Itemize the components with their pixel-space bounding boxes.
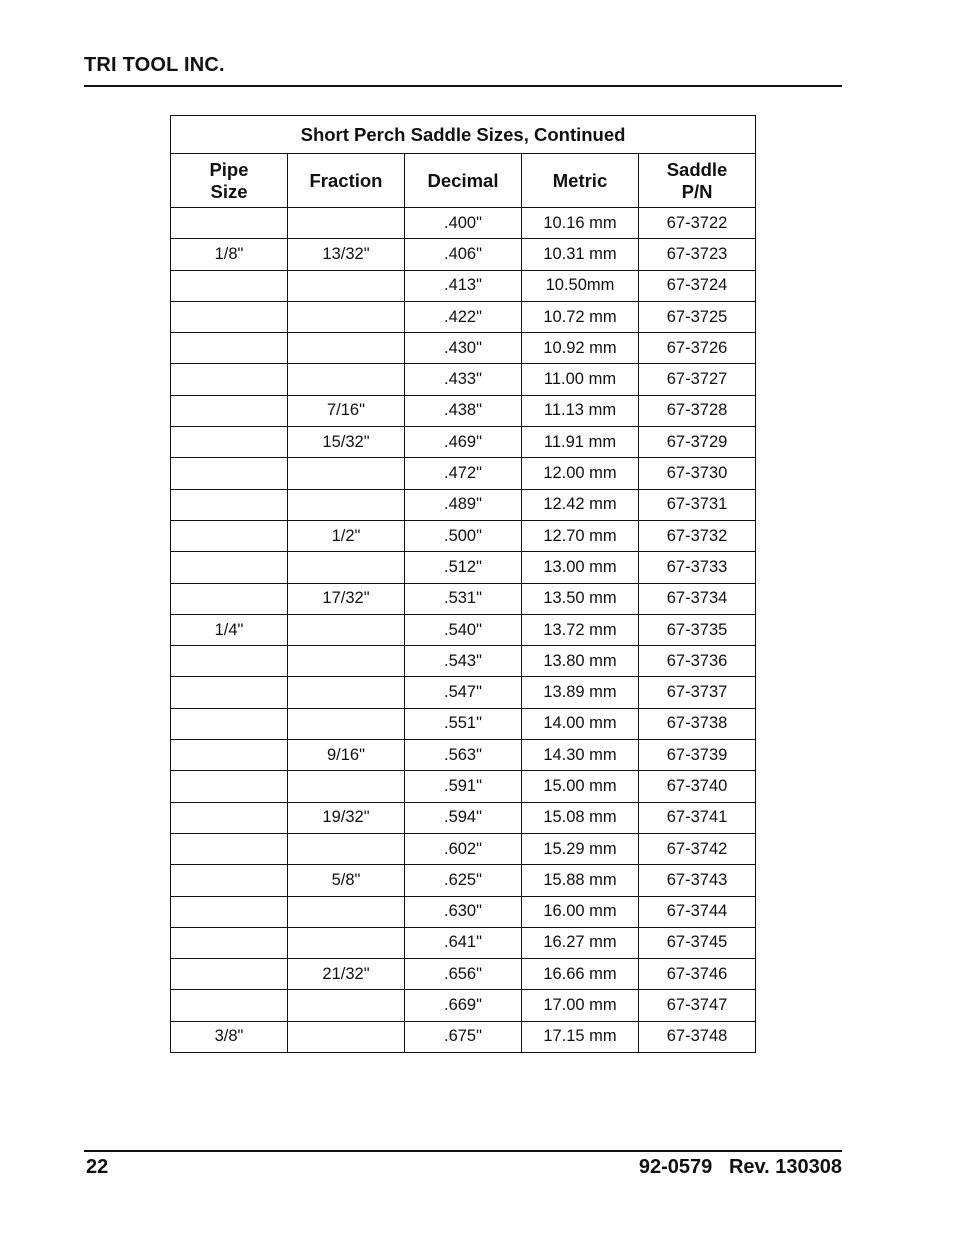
cell-metric: 13.72 mm (522, 614, 639, 645)
cell-saddle-pn: 67-3747 (639, 990, 756, 1021)
cell-decimal: .406" (405, 239, 522, 270)
company-name: TRI TOOL INC. (84, 54, 225, 76)
cell-decimal: .641" (405, 927, 522, 958)
cell-decimal: .531" (405, 583, 522, 614)
page-header (84, 52, 842, 87)
cell-decimal: .594" (405, 802, 522, 833)
cell-metric: 12.70 mm (522, 520, 639, 551)
cell-pipe-size (171, 865, 288, 896)
cell-metric: 11.91 mm (522, 427, 639, 458)
cell-pipe-size (171, 771, 288, 802)
table-row (171, 740, 756, 771)
cell-pipe-size (171, 270, 288, 301)
cell-decimal: .438" (405, 395, 522, 426)
cell-fraction: 1/2" (288, 520, 405, 551)
cell-pipe-size (171, 489, 288, 520)
cell-pipe-size (171, 927, 288, 958)
cell-saddle-pn: 67-3724 (639, 270, 756, 301)
cell-saddle-pn: 67-3728 (639, 395, 756, 426)
cell-decimal: .500" (405, 520, 522, 551)
cell-saddle-pn: 67-3731 (639, 489, 756, 520)
table-row (171, 208, 756, 239)
cell-metric: 11.13 mm (522, 395, 639, 426)
table-row (171, 802, 756, 833)
cell-decimal: .563" (405, 740, 522, 771)
cell-metric: 10.31 mm (522, 239, 639, 270)
table-row (171, 552, 756, 583)
cell-pipe-size (171, 427, 288, 458)
cell-fraction: 21/32" (288, 959, 405, 990)
cell-fraction: 19/32" (288, 802, 405, 833)
column-header-line2: Size (210, 180, 248, 202)
cell-pipe-size (171, 520, 288, 551)
cell-saddle-pn: 67-3745 (639, 927, 756, 958)
cell-decimal: .675" (405, 1021, 522, 1052)
cell-metric: 10.16 mm (522, 208, 639, 239)
table-row (171, 364, 756, 395)
cell-pipe-size (171, 646, 288, 677)
cell-decimal: .547" (405, 677, 522, 708)
table-row (171, 270, 756, 301)
table-row (171, 458, 756, 489)
cell-pipe-size (171, 896, 288, 927)
cell-metric: 11.00 mm (522, 364, 639, 395)
cell-saddle-pn: 67-3737 (639, 677, 756, 708)
cell-decimal: .472" (405, 458, 522, 489)
cell-pipe-size (171, 802, 288, 833)
cell-decimal: .625" (405, 865, 522, 896)
cell-metric: 13.80 mm (522, 646, 639, 677)
cell-saddle-pn: 67-3723 (639, 239, 756, 270)
table-row (171, 489, 756, 520)
cell-pipe-size (171, 833, 288, 864)
cell-fraction (288, 646, 405, 677)
cell-fraction (288, 833, 405, 864)
cell-decimal: .602" (405, 833, 522, 864)
cell-fraction: 9/16" (288, 740, 405, 771)
table-row (171, 239, 756, 270)
column-header-decimal (405, 154, 522, 208)
table-row (171, 614, 756, 645)
column-header-line1: Fraction (309, 169, 383, 191)
cell-metric: 10.72 mm (522, 301, 639, 332)
cell-metric: 13.50 mm (522, 583, 639, 614)
cell-saddle-pn: 67-3732 (639, 520, 756, 551)
cell-fraction (288, 677, 405, 708)
saddle-sizes-table (170, 115, 756, 1053)
cell-decimal: .489" (405, 489, 522, 520)
cell-pipe-size (171, 208, 288, 239)
cell-saddle-pn: 67-3725 (639, 301, 756, 332)
cell-decimal: .422" (405, 301, 522, 332)
cell-fraction (288, 1021, 405, 1052)
cell-saddle-pn: 67-3744 (639, 896, 756, 927)
cell-saddle-pn: 67-3733 (639, 552, 756, 583)
cell-metric: 14.30 mm (522, 740, 639, 771)
cell-decimal: .433" (405, 364, 522, 395)
cell-decimal: .413" (405, 270, 522, 301)
cell-metric: 16.00 mm (522, 896, 639, 927)
cell-metric: 16.66 mm (522, 959, 639, 990)
column-header-pipe-size (171, 154, 288, 208)
cell-decimal: .512" (405, 552, 522, 583)
cell-fraction: 17/32" (288, 583, 405, 614)
cell-fraction (288, 552, 405, 583)
cell-pipe-size (171, 583, 288, 614)
cell-metric: 12.42 mm (522, 489, 639, 520)
table-row (171, 301, 756, 332)
table-row (171, 771, 756, 802)
cell-pipe-size: 1/8" (171, 239, 288, 270)
cell-metric: 13.00 mm (522, 552, 639, 583)
table-row (171, 708, 756, 739)
cell-saddle-pn: 67-3736 (639, 646, 756, 677)
cell-pipe-size (171, 677, 288, 708)
table-title: Short Perch Saddle Sizes, Continued (171, 116, 756, 154)
cell-pipe-size (171, 364, 288, 395)
cell-fraction (288, 896, 405, 927)
cell-metric: 16.27 mm (522, 927, 639, 958)
cell-saddle-pn: 67-3740 (639, 771, 756, 802)
table-row (171, 583, 756, 614)
cell-saddle-pn: 67-3748 (639, 1021, 756, 1052)
column-header-row (171, 154, 756, 208)
table-row (171, 646, 756, 677)
cell-saddle-pn: 67-3738 (639, 708, 756, 739)
table-row (171, 896, 756, 927)
cell-metric: 17.15 mm (522, 1021, 639, 1052)
cell-pipe-size (171, 395, 288, 426)
cell-pipe-size (171, 458, 288, 489)
cell-metric: 14.00 mm (522, 708, 639, 739)
cell-metric: 15.00 mm (522, 771, 639, 802)
cell-fraction (288, 270, 405, 301)
column-header-line1: Pipe (209, 158, 249, 180)
cell-saddle-pn: 67-3730 (639, 458, 756, 489)
cell-pipe-size: 1/4" (171, 614, 288, 645)
cell-pipe-size (171, 959, 288, 990)
cell-saddle-pn: 67-3739 (639, 740, 756, 771)
cell-saddle-pn: 67-3735 (639, 614, 756, 645)
cell-decimal: .591" (405, 771, 522, 802)
cell-fraction (288, 614, 405, 645)
cell-saddle-pn: 67-3746 (639, 959, 756, 990)
cell-metric: 13.89 mm (522, 677, 639, 708)
cell-fraction (288, 927, 405, 958)
cell-decimal: .430" (405, 333, 522, 364)
column-header-line1: Metric (552, 169, 608, 191)
cell-metric: 12.00 mm (522, 458, 639, 489)
document-revision: 92-0579 Rev. 130308 (638, 1156, 842, 1178)
cell-decimal: .551" (405, 708, 522, 739)
cell-fraction (288, 708, 405, 739)
cell-saddle-pn: 67-3729 (639, 427, 756, 458)
cell-decimal: .669" (405, 990, 522, 1021)
table-row (171, 677, 756, 708)
page-footer (84, 1150, 842, 1186)
cell-pipe-size (171, 990, 288, 1021)
cell-saddle-pn: 67-3734 (639, 583, 756, 614)
cell-metric: 17.00 mm (522, 990, 639, 1021)
table-row (171, 395, 756, 426)
cell-pipe-size (171, 740, 288, 771)
column-header-line1: Saddle (666, 158, 728, 180)
cell-metric: 10.50mm (522, 270, 639, 301)
cell-fraction (288, 489, 405, 520)
table-row (171, 520, 756, 551)
cell-decimal: .400" (405, 208, 522, 239)
cell-saddle-pn: 67-3727 (639, 364, 756, 395)
table-row (171, 990, 756, 1021)
cell-fraction: 7/16" (288, 395, 405, 426)
cell-saddle-pn: 67-3722 (639, 208, 756, 239)
table-row (171, 333, 756, 364)
table-row (171, 833, 756, 864)
cell-fraction (288, 364, 405, 395)
cell-saddle-pn: 67-3726 (639, 333, 756, 364)
cell-fraction (288, 333, 405, 364)
column-header-saddle-pn (639, 154, 756, 208)
column-header-fraction (288, 154, 405, 208)
cell-metric: 15.08 mm (522, 802, 639, 833)
page-number: 22 (86, 1156, 109, 1178)
column-header-line2: P/N (681, 180, 713, 202)
cell-decimal: .540" (405, 614, 522, 645)
table-row (171, 959, 756, 990)
table-row (171, 865, 756, 896)
cell-fraction: 5/8" (288, 865, 405, 896)
cell-fraction: 13/32" (288, 239, 405, 270)
cell-saddle-pn: 67-3741 (639, 802, 756, 833)
cell-fraction (288, 301, 405, 332)
cell-decimal: .630" (405, 896, 522, 927)
cell-pipe-size (171, 333, 288, 364)
cell-fraction (288, 990, 405, 1021)
cell-fraction (288, 208, 405, 239)
cell-fraction (288, 458, 405, 489)
cell-metric: 15.29 mm (522, 833, 639, 864)
cell-pipe-size (171, 301, 288, 332)
table-body (171, 208, 756, 1053)
cell-metric: 10.92 mm (522, 333, 639, 364)
column-header-metric (522, 154, 639, 208)
cell-pipe-size (171, 708, 288, 739)
cell-fraction (288, 771, 405, 802)
cell-pipe-size (171, 552, 288, 583)
cell-decimal: .543" (405, 646, 522, 677)
cell-decimal: .469" (405, 427, 522, 458)
column-header-line1: Decimal (427, 169, 499, 191)
cell-saddle-pn: 67-3742 (639, 833, 756, 864)
table-row (171, 927, 756, 958)
cell-fraction: 15/32" (288, 427, 405, 458)
cell-saddle-pn: 67-3743 (639, 865, 756, 896)
cell-decimal: .656" (405, 959, 522, 990)
table-row (171, 427, 756, 458)
cell-metric: 15.88 mm (522, 865, 639, 896)
cell-pipe-size: 3/8" (171, 1021, 288, 1052)
table-row (171, 1021, 756, 1052)
